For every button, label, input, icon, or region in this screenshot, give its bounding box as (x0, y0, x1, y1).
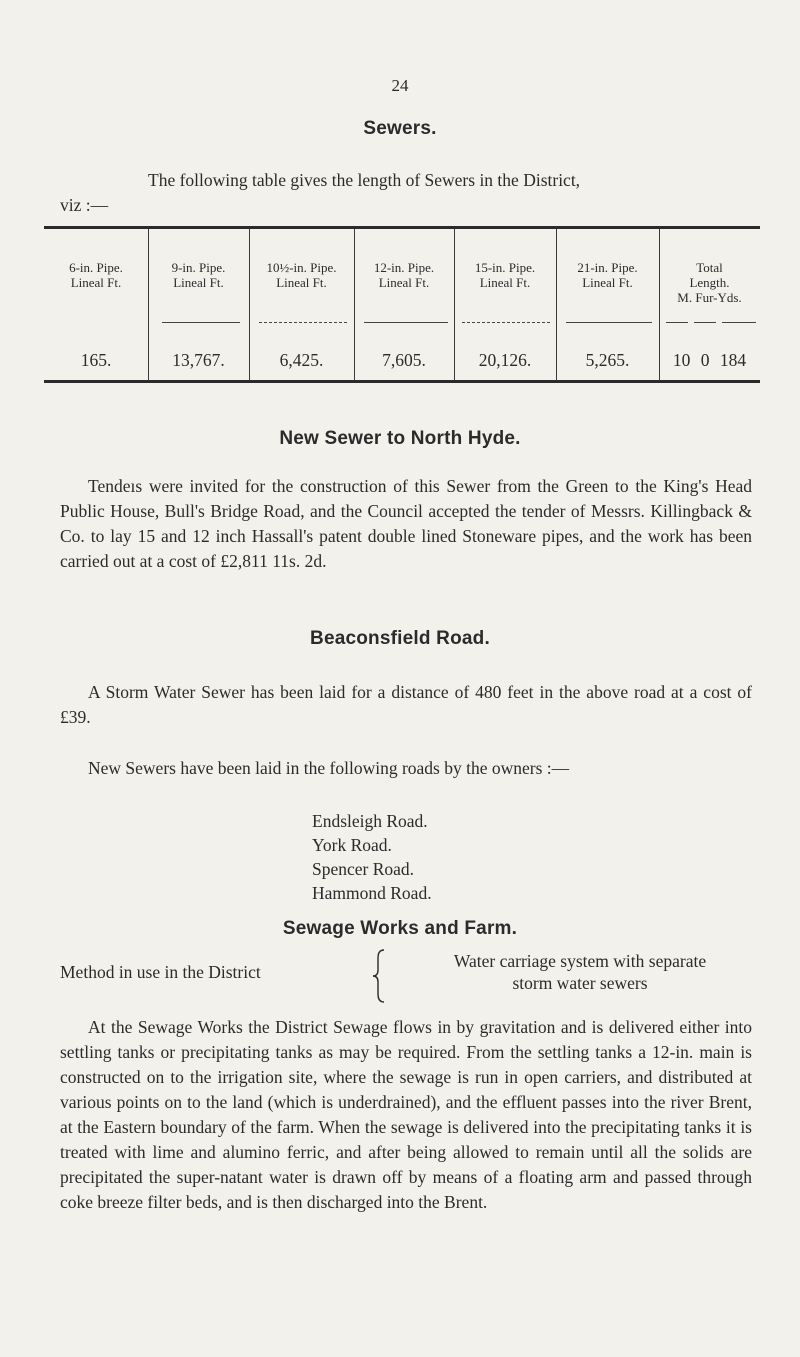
cell-10half-in-value: 6,425. (279, 350, 324, 370)
method-label: Method in use in the District (60, 962, 261, 982)
header-rule (666, 322, 688, 323)
header-rule (694, 322, 716, 323)
header-rule (259, 322, 347, 323)
table-top-rule (44, 226, 760, 229)
list-item: Endsleigh Road. (312, 811, 428, 831)
brace-icon (370, 948, 392, 1004)
roads-list (312, 809, 432, 905)
column-header-12in: 12-in. Pipe. Lineal Ft. (373, 260, 435, 290)
column-header-6in: 6-in. Pipe. Lineal Ft. (69, 260, 123, 290)
cell-6in-value: 165. (80, 350, 112, 370)
cell-total-value: 10 0 184 (672, 350, 747, 370)
sewer-length-table (44, 226, 760, 384)
column-header-9in: 9-in. Pipe. Lineal Ft. (171, 260, 226, 290)
beaconsfield-body: A Storm Water Sewer has been laid for a distance of 480 feet in the above road at a cost of £39. (60, 682, 752, 727)
header-rule (722, 322, 756, 323)
header-rule (462, 322, 550, 323)
cell-12in-value: 7,605. (382, 350, 426, 370)
sewers-heading: Sewers. (363, 118, 437, 139)
table-bottom-rule (44, 380, 760, 383)
sewage-works-heading: Sewage Works and Farm. (282, 918, 518, 939)
page-number: 24 (391, 76, 409, 95)
list-item: York Road. (312, 835, 392, 855)
sewage-works-body: At the Sewage Works the District Sewage flows in by gravitation and is delivered either into settling tanks or precipitating tanks as may be required. From the settling tanks a 12-in. main is constructed on to the irrigation site, where the sewage is run in open carriers, and distributed at various points on to the land (which is underdrained), and the effluent passes into the river Brent, at the Eastern boundary of the farm. When the sewage is delivered into the precipitating tanks it is treated with lime and alumino ferric, and after being allowed to remain until all the solids are precipitated the super-natant water is drawn off by means of a floating arm and passed through coke breeze filter beds, and is then discharged into the Brent. (60, 1017, 752, 1212)
column-header-21in: 21-in. Pipe. Lineal Ft. (577, 260, 638, 290)
list-item: Hammond Road. (312, 883, 432, 903)
cell-15in-value: 20,126. (478, 350, 532, 370)
method-row (60, 948, 760, 1004)
cell-9in-value: 13,767. (172, 350, 225, 370)
header-rule (566, 322, 652, 323)
method-value: Water carriage system with separate storm water sewers (453, 951, 707, 993)
column-header-total: Total Length. M. Fur-Yds. (677, 260, 742, 305)
sewers-intro-viz: viz :— (60, 195, 109, 215)
cell-21in-value: 5,265. (585, 350, 630, 370)
column-header-10half-in: 10½-in. Pipe. Lineal Ft. (266, 260, 337, 290)
beaconsfield-heading: Beaconsfield Road. (310, 628, 490, 649)
sewers-intro: The following table gives the length of Sewers in the District, (148, 170, 581, 190)
north-hyde-heading: New Sewer to North Hyde. (279, 428, 521, 449)
beaconsfield-owners-intro: New Sewers have been laid in the following roads by the owners :— (88, 758, 570, 778)
header-rule (162, 322, 240, 323)
list-item: Spencer Road. (312, 859, 415, 879)
north-hyde-body: Tendeıs were invited for the construction of this Sewer from the Green to the King's Head Public House, Bull's Bridge Road, and the Council accepted the tender of Messrs. Killingback & Co. to lay 15 and 12 inch Hassall's patent double lined Stoneware pipes, and the work has been carried out at a cost of £2,811 11s. 2d. (60, 476, 752, 571)
column-header-15in: 15-in. Pipe. Lineal Ft. (474, 260, 536, 290)
header-rule (364, 322, 448, 323)
